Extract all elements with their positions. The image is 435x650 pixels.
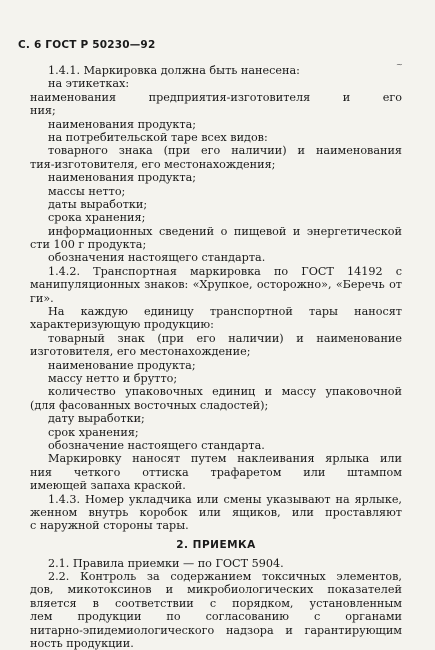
text-line: наименование продукта; [48, 358, 196, 372]
text-line: наименования продукта; [48, 117, 197, 131]
text-line: характеризующую продукцию: [30, 318, 214, 332]
para-1-4-1: 1.4.1. Маркировка должна быть нанесена: [48, 64, 300, 77]
text-line: на этикетках: [48, 77, 130, 91]
para-1-4-3: 1.4.3. Номер укладчика или смены указывают на ярлыке, [48, 492, 402, 506]
text-line: товарный знак (при его наличии) и наименование [48, 331, 402, 345]
text-line: Маркировку наносят путем наклеивания ярлыка или [48, 452, 402, 466]
text-line: дов, микотоксинов и микробиологических показателей [30, 583, 402, 597]
text-line: товарного знака (при его наличии) и наименования [48, 144, 402, 158]
para-1-4-2: 1.4.2. Транспортная маркировка по ГОСТ 14192 с [48, 264, 402, 278]
text-line: даты выработки; [48, 197, 148, 211]
text-line: ность продукции. [30, 637, 134, 650]
text-line: с наружной стороны тары. [30, 519, 189, 533]
corner-mark: ~ [396, 60, 403, 69]
text-line: нитарно-эпидемиологического надзора и гарантирующим [30, 623, 402, 637]
text-line: массу нетто и брутто; [48, 371, 178, 385]
text-line: женном внутрь коробок или ящиков, или проставляют [30, 505, 402, 519]
text-line: ги». [30, 291, 54, 305]
text-line: информационных сведений о пищевой и энергетической [48, 224, 402, 238]
section-1-marking [30, 64, 402, 533]
text-line: срок хранения; [48, 425, 139, 439]
text-line: лем продукции по согласованию с органами [30, 610, 402, 624]
section-2-title: 2. ПРИЕМКА [176, 538, 256, 551]
text-line: изготовителя, его местонахождение; [30, 345, 251, 359]
text-line: ния; [30, 104, 56, 118]
text-line: сти 100 г продукта; [30, 238, 147, 252]
text-line: наименования продукта; [48, 171, 197, 185]
text-line: дату выработки; [48, 412, 145, 426]
text-line: тия-изготовителя, его местонахождения; [30, 157, 276, 171]
text-line: обозначение настоящего стандарта. [48, 438, 265, 452]
para-2-2: 2.2. Контроль за содержанием токсичных элементов, [48, 570, 402, 584]
text-line: наименования предприятия-изготовителя и его [30, 90, 402, 104]
text-line: количество упаковочных единиц и массу упаковочной [48, 385, 402, 399]
page-header: С. 6 ГОСТ Р 50230—92 [18, 39, 156, 51]
document-body [30, 64, 402, 650]
text-line: вляется в соответствии с порядком, установленным [30, 596, 402, 610]
text-line: массы нетто; [48, 184, 126, 198]
text-line: срока хранения; [48, 211, 146, 225]
section-2-acceptance [30, 557, 402, 650]
text-line: на потребительской таре всех видов: [48, 130, 268, 144]
text-line: манипуляционных знаков: «Хрупкое, осторожно», «Беречь от [30, 278, 402, 292]
text-line: имеющей запаха краской. [30, 479, 186, 493]
para-2-1: 2.1. Правила приемки — по ГОСТ 5904. [48, 556, 284, 570]
text-line: обозначения настоящего стандарта. [48, 251, 266, 265]
text-line: (для фасованных восточных сладостей); [30, 398, 269, 412]
text-line: ния четкого оттиска трафаретом или штампом [30, 465, 402, 479]
text-line: На каждую единицу транспортной тары наносят [48, 305, 402, 319]
